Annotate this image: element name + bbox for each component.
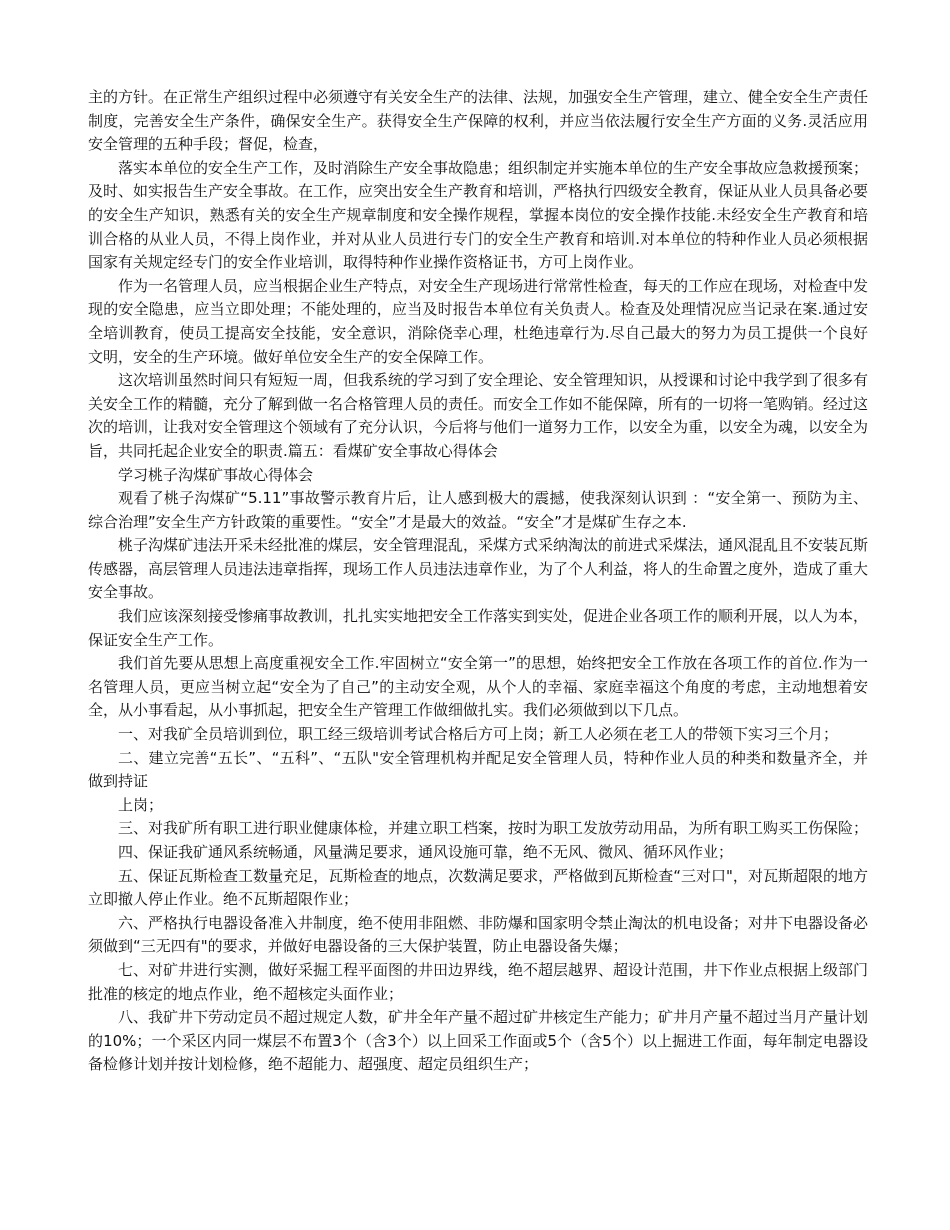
list-item-2-continued: 上岗； xyxy=(118,795,164,814)
paragraph-1: 主的方针。在正常生产组织过程中必须遵守有关安全生产的法律、法规，加强安全生产管理，建立、健全安全生产责任制度，完善安全生产条件，确保安全生产。获得安全生产保障的权利，并应当依法履行安全生产方面的义务.灵活应用安全管理的五种手段；督促，检查， xyxy=(88,88,869,154)
list-item-5: 五、保证瓦斯检查工数量充足，瓦斯检查的地点，次数满足要求，严格做到瓦斯检查“三对口"，对瓦斯超限的地方立即撤人停止作业。绝不瓦斯超限作业； xyxy=(88,866,868,909)
paragraph-6: 观看了桃子沟煤矿“5.11”事故警示教育片后，让人感到极大的震撼，使我深刻认识到 ：“安全第一、预防为主、综合治理”安全生产方针政策的重要性。“安全”才是最大的效益。“安全”才是煤矿生存之本. xyxy=(88,489,868,531)
list-item-2: 二、建立完善“五长”、“五科”、“五队"安全管理机构并配足安全管理人员，特种作业人员的种类和数量齐全，并做到持证 xyxy=(88,748,868,791)
list-item-6: 六、严格执行电器设备准入井制度，绝不使用非阻燃、非防爆和国家明令禁止淘汰的机电设备；对井下电器设备必须做到“三无四有"的要求，并做好电器设备的三大保护装置，防止电器设备失爆； xyxy=(88,913,869,956)
paragraph-7: 桃子沟煤矿违法开采未经批准的煤层，安全管理混乱，采煤方式采纳淘汰的前进式采煤法，通风混乱且不安装瓦斯传感器，高层管理人员违法违章指挥，现场工作人员违法违章作业，为了个人利益，将人的生命置之度外，造成了重大安全事故。 xyxy=(88,536,869,602)
list-item-7: 七、对矿井进行实测，做好采掘工程平面图的井田边界线，绝不超层越界、超设计范围，井下作业点根据上级部门批准的核定的地点作业，绝不超核定头面作业； xyxy=(88,960,869,1003)
list-item-4: 四、保证我矿通风系统畅通，风量满足要求，通风设施可靠，绝不无风、微风、循环风作业； xyxy=(118,843,734,861)
list-item-3: 三、对我矿所有职工进行职业健康体检，并建立职工档案，按时为职工发放劳动用品，为所有职工购买工伤保险； xyxy=(118,819,869,838)
section-heading: 学习桃子沟煤矿事故心得体会 xyxy=(118,465,314,484)
list-item-1: 一、对我矿全员培训到位，职工经三级培训考试合格后方可上岗；新工人必须在老工人的带领下实习三个月； xyxy=(118,725,839,744)
document-body xyxy=(88,86,868,1077)
paragraph-9: 我们首先要从思想上高度重视安全工作.牢固树立“安全第一”的思想，始终把安全工作放在各项工作的首位.作为一名管理人员，更应当树立起“安全为了自己”的主动安全观，从个人的幸福、家庭幸福这个角度的考虑，主动地想着安全，从小事看起，从小事抓起，把安全生产管理工作做细做扎实。我们必须做到以下几点。 xyxy=(88,654,868,720)
paragraph-2: 落实本单位的安全生产工作，及时消除生产安全事故隐患；组织制定并实施本单位的生产安全事故应急救援预案；及时、如实报告生产安全事故。在工作，应突出安全生产教育和培训，严格执行四级安全教育，保证从业人员具备必要的安全生产知识，熟悉有关的安全生产规章制度和安全操作规程，掌握本岗位的安全操作技能.未经安全生产教育和培训合格的从业人员，不得上岗作业，并对从业人员进行专门的安全生产教育和培训.对本单位的特种作业人员必须根据国家有关规定经专门的安全作业培训，取得特种作业操作资格证书，方可上岗作业。 xyxy=(88,158,869,272)
paragraph-4: 这次培训虽然时间只有短短一周，但我系统的学习到了安全理论、安全管理知识，从授课和讨论中我学到了很多有关安全工作的精髓，充分了解到做一名合格管理人员的责任。而安全工作如不能保障，所有的一切将一笔购销。经过这次的培训，让我对安全管理这个领域有了充分认识，今后将与他们一道努力工作，以安全为重，以安全为魂，以安全为旨，共同托起企业安全的职责.篇五：看煤矿安全事故心得体会 xyxy=(88,371,869,460)
list-item-8: 八、我矿井下劳动定员不超过规定人数，矿井全年产量不超过矿井核定生产能力；矿井月产量不超过当月产量计划的10%；一个采区内同一煤层不布置3个（含3个）以上回采工作面或5个（含5个）以上掘进工作面，每年制定电器设备检修计划并按计划检修，绝不超能力、超强度、超定员组织生产； xyxy=(88,1008,869,1074)
paragraph-8: 我们应该深刻接受惨痛事故教训，扎扎实实地把安全工作落实到实处，促进企业各项工作的顺利开展，以人为本，保证安全生产工作。 xyxy=(88,607,869,649)
paragraph-3: 作为一名管理人员，应当根据企业生产特点，对安全生产现场进行常常性检查，每天的工作应在现场，对检查中发现的安全隐患，应当立即处理；不能处理的，应当及时报告本单位有关负责人。检查及处理情况应当记录在案.通过安全培训教育，使员工提高安全技能，安全意识，消除侥幸心理，杜绝违章行为.尽自己最大的努力为员工提供一个良好文明，安全的生产环境。做好单位安全生产的安全保障工作。 xyxy=(88,276,869,366)
